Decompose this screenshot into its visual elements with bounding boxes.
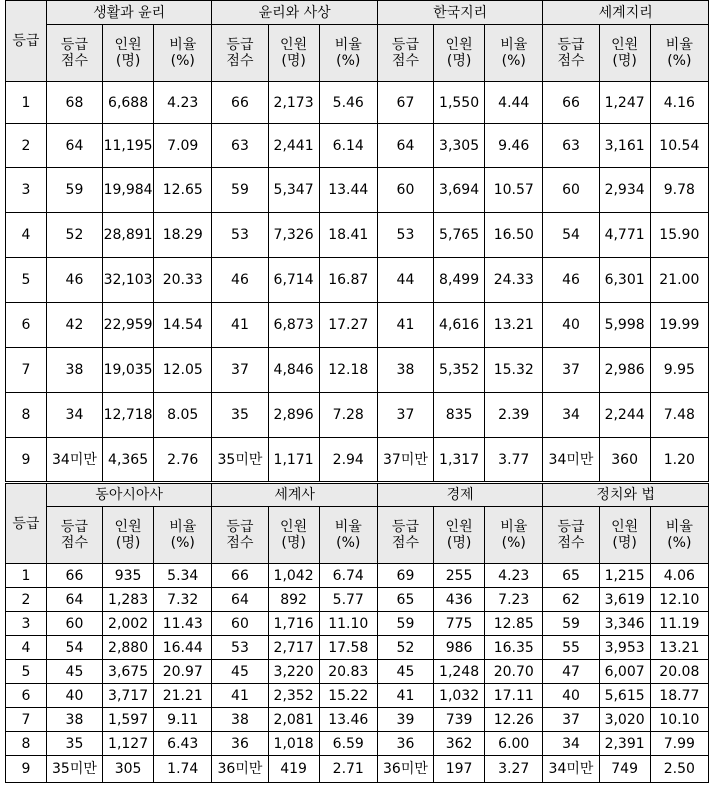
score-cell: 64 (46, 124, 102, 168)
grade-cell: 7 (6, 348, 47, 393)
score-cell: 46 (543, 258, 599, 303)
ratio-cell: 5.34 (154, 564, 212, 588)
score-cell: 60 (543, 168, 599, 213)
score-cell: 36 (377, 732, 433, 756)
grade-cell: 9 (6, 756, 47, 783)
people-cell: 3,675 (103, 660, 154, 684)
ratio-cell: 14.54 (154, 303, 212, 348)
table-row (6, 393, 709, 438)
grade-cell: 3 (6, 612, 47, 636)
ratio-cell: 15.22 (319, 684, 377, 708)
people-cell: 197 (434, 756, 485, 783)
column-label-ratio: 비율 (%) (485, 25, 543, 82)
table-row (6, 732, 709, 756)
ratio-cell: 11.19 (650, 612, 708, 636)
people-cell: 305 (103, 756, 154, 783)
grade-header: 등급 (6, 483, 47, 564)
ratio-cell: 6.00 (485, 732, 543, 756)
subject-header: 경제 (377, 483, 543, 507)
column-label-people: 인원 (명) (103, 25, 154, 82)
ratio-cell: 3.27 (485, 756, 543, 783)
score-cell: 53 (377, 213, 433, 258)
ratio-cell: 7.99 (650, 732, 708, 756)
score-cell: 59 (377, 612, 433, 636)
score-cell: 52 (46, 213, 102, 258)
people-cell: 775 (434, 612, 485, 636)
ratio-cell: 9.78 (650, 168, 708, 213)
grade-cell: 5 (6, 660, 47, 684)
people-cell: 4,365 (103, 438, 154, 483)
table-row (6, 168, 709, 213)
people-cell: 4,846 (268, 348, 319, 393)
column-label-people: 인원 (명) (103, 507, 154, 564)
people-cell: 892 (268, 588, 319, 612)
ratio-cell: 1.74 (154, 756, 212, 783)
people-cell: 5,765 (434, 213, 485, 258)
ratio-cell: 18.77 (650, 684, 708, 708)
column-label-ratio: 비율 (%) (319, 25, 377, 82)
people-cell: 28,891 (103, 213, 154, 258)
grade-cell: 6 (6, 303, 47, 348)
column-label-row (6, 25, 709, 82)
ratio-cell: 2.76 (154, 438, 212, 483)
grade-cell: 1 (6, 82, 47, 124)
ratio-cell: 12.85 (485, 612, 543, 636)
people-cell: 739 (434, 708, 485, 732)
score-cell: 38 (212, 708, 268, 732)
grade-cell: 8 (6, 393, 47, 438)
people-cell: 935 (103, 564, 154, 588)
score-cell: 41 (377, 684, 433, 708)
table-row (6, 303, 709, 348)
people-cell: 5,352 (434, 348, 485, 393)
score-cell: 64 (46, 588, 102, 612)
ratio-cell: 15.32 (485, 348, 543, 393)
ratio-cell: 16.87 (319, 258, 377, 303)
grade-cell: 6 (6, 684, 47, 708)
score-cell: 66 (543, 82, 599, 124)
ratio-cell: 4.06 (650, 564, 708, 588)
column-label-score: 등급 점수 (543, 25, 599, 82)
score-cell: 66 (212, 564, 268, 588)
people-cell: 6,688 (103, 82, 154, 124)
people-cell: 3,953 (599, 636, 650, 660)
ratio-cell: 6.59 (319, 732, 377, 756)
score-cell: 46 (46, 258, 102, 303)
score-cell: 54 (543, 213, 599, 258)
column-label-score: 등급 점수 (46, 25, 102, 82)
ratio-cell: 20.70 (485, 660, 543, 684)
column-label-score: 등급 점수 (212, 25, 268, 82)
grade-cell: 9 (6, 438, 47, 483)
people-cell: 419 (268, 756, 319, 783)
grade-cell: 4 (6, 636, 47, 660)
column-label-ratio: 비율 (%) (650, 25, 708, 82)
ratio-cell: 11.43 (154, 612, 212, 636)
ratio-cell: 17.58 (319, 636, 377, 660)
column-label-people: 인원 (명) (268, 25, 319, 82)
score-cell: 34 (46, 393, 102, 438)
ratio-cell: 16.35 (485, 636, 543, 660)
people-cell: 1,171 (268, 438, 319, 483)
table-row (6, 82, 709, 124)
people-cell: 1,550 (434, 82, 485, 124)
score-cell: 55 (543, 636, 599, 660)
ratio-cell: 7.32 (154, 588, 212, 612)
score-cell: 37미만 (377, 438, 433, 483)
score-cell: 47 (543, 660, 599, 684)
people-cell: 835 (434, 393, 485, 438)
ratio-cell: 4.16 (650, 82, 708, 124)
ratio-cell: 20.08 (650, 660, 708, 684)
people-cell: 2,352 (268, 684, 319, 708)
ratio-cell: 6.74 (319, 564, 377, 588)
grade-header: 등급 (6, 1, 47, 82)
ratio-cell: 10.10 (650, 708, 708, 732)
people-cell: 3,220 (268, 660, 319, 684)
table-row (6, 124, 709, 168)
people-cell: 3,161 (599, 124, 650, 168)
score-cell: 40 (543, 303, 599, 348)
people-cell: 5,998 (599, 303, 650, 348)
people-cell: 5,347 (268, 168, 319, 213)
score-cell: 34미만 (543, 756, 599, 783)
people-cell: 2,717 (268, 636, 319, 660)
ratio-cell: 18.29 (154, 213, 212, 258)
people-cell: 1,317 (434, 438, 485, 483)
ratio-cell: 12.10 (650, 588, 708, 612)
ratio-cell: 15.90 (650, 213, 708, 258)
grade-cell: 3 (6, 168, 47, 213)
people-cell: 3,346 (599, 612, 650, 636)
people-cell: 1,042 (268, 564, 319, 588)
score-cell: 65 (543, 564, 599, 588)
people-cell: 4,771 (599, 213, 650, 258)
grade-distribution-table (5, 0, 709, 783)
score-cell: 34 (543, 732, 599, 756)
ratio-cell: 13.21 (650, 636, 708, 660)
subject-header-row (6, 1, 709, 25)
ratio-cell: 20.33 (154, 258, 212, 303)
column-label-score: 등급 점수 (377, 25, 433, 82)
score-cell: 52 (377, 636, 433, 660)
score-cell: 37 (543, 708, 599, 732)
score-cell: 40 (543, 684, 599, 708)
people-cell: 1,716 (268, 612, 319, 636)
score-cell: 54 (46, 636, 102, 660)
score-cell: 66 (212, 82, 268, 124)
subject-header: 생활과 윤리 (46, 1, 212, 25)
ratio-cell: 9.11 (154, 708, 212, 732)
ratio-cell: 10.54 (650, 124, 708, 168)
people-cell: 6,301 (599, 258, 650, 303)
ratio-cell: 12.26 (485, 708, 543, 732)
score-cell: 34미만 (46, 438, 102, 483)
people-cell: 1,247 (599, 82, 650, 124)
column-label-people: 인원 (명) (434, 507, 485, 564)
score-cell: 36미만 (212, 756, 268, 783)
column-label-people: 인원 (명) (599, 25, 650, 82)
grade-cell: 4 (6, 213, 47, 258)
ratio-cell: 2.94 (319, 438, 377, 483)
table-row (6, 564, 709, 588)
ratio-cell: 12.18 (319, 348, 377, 393)
ratio-cell: 21.00 (650, 258, 708, 303)
people-cell: 3,619 (599, 588, 650, 612)
column-label-score: 등급 점수 (377, 507, 433, 564)
ratio-cell: 18.41 (319, 213, 377, 258)
people-cell: 19,984 (103, 168, 154, 213)
score-cell: 68 (46, 82, 102, 124)
table-row (6, 213, 709, 258)
people-cell: 3,020 (599, 708, 650, 732)
people-cell: 2,880 (103, 636, 154, 660)
column-label-people: 인원 (명) (434, 25, 485, 82)
people-cell: 2,081 (268, 708, 319, 732)
subject-header: 정치와 법 (543, 483, 709, 507)
subject-header: 세계지리 (543, 1, 709, 25)
people-cell: 1,215 (599, 564, 650, 588)
grade-cell: 2 (6, 588, 47, 612)
subject-header: 한국지리 (377, 1, 543, 25)
ratio-cell: 5.46 (319, 82, 377, 124)
score-cell: 62 (543, 588, 599, 612)
ratio-cell: 9.46 (485, 124, 543, 168)
people-cell: 362 (434, 732, 485, 756)
table-row (6, 636, 709, 660)
ratio-cell: 6.14 (319, 124, 377, 168)
score-cell: 41 (377, 303, 433, 348)
column-label-people: 인원 (명) (599, 507, 650, 564)
score-cell: 41 (212, 303, 268, 348)
ratio-cell: 4.23 (154, 82, 212, 124)
score-cell: 35 (212, 393, 268, 438)
score-cell: 60 (46, 612, 102, 636)
ratio-cell: 2.71 (319, 756, 377, 783)
score-cell: 37 (377, 393, 433, 438)
score-cell: 35미만 (46, 756, 102, 783)
ratio-cell: 13.21 (485, 303, 543, 348)
score-cell: 66 (46, 564, 102, 588)
table-row (6, 348, 709, 393)
people-cell: 436 (434, 588, 485, 612)
column-label-ratio: 비율 (%) (154, 507, 212, 564)
score-cell: 45 (46, 660, 102, 684)
score-cell: 45 (212, 660, 268, 684)
grade-cell: 5 (6, 258, 47, 303)
people-cell: 1,032 (434, 684, 485, 708)
people-cell: 6,007 (599, 660, 650, 684)
score-cell: 38 (46, 708, 102, 732)
score-cell: 63 (543, 124, 599, 168)
ratio-cell: 2.39 (485, 393, 543, 438)
ratio-cell: 12.65 (154, 168, 212, 213)
score-cell: 65 (377, 588, 433, 612)
score-cell: 34 (543, 393, 599, 438)
column-label-ratio: 비율 (%) (485, 507, 543, 564)
ratio-cell: 21.21 (154, 684, 212, 708)
people-cell: 1,018 (268, 732, 319, 756)
column-label-ratio: 비율 (%) (154, 25, 212, 82)
score-cell: 39 (377, 708, 433, 732)
people-cell: 986 (434, 636, 485, 660)
score-cell: 38 (377, 348, 433, 393)
people-cell: 8,499 (434, 258, 485, 303)
score-cell: 36 (212, 732, 268, 756)
people-cell: 1,248 (434, 660, 485, 684)
ratio-cell: 9.95 (650, 348, 708, 393)
table-row (6, 684, 709, 708)
table-row (6, 258, 709, 303)
score-cell: 69 (377, 564, 433, 588)
ratio-cell: 4.44 (485, 82, 543, 124)
people-cell: 2,391 (599, 732, 650, 756)
subject-header: 윤리와 사상 (212, 1, 378, 25)
ratio-cell: 5.77 (319, 588, 377, 612)
score-cell: 59 (46, 168, 102, 213)
table-row (6, 612, 709, 636)
people-cell: 3,717 (103, 684, 154, 708)
ratio-cell: 7.09 (154, 124, 212, 168)
people-cell: 360 (599, 438, 650, 483)
people-cell: 2,002 (103, 612, 154, 636)
ratio-cell: 7.48 (650, 393, 708, 438)
people-cell: 2,441 (268, 124, 319, 168)
people-cell: 5,615 (599, 684, 650, 708)
ratio-cell: 11.10 (319, 612, 377, 636)
ratio-cell: 4.23 (485, 564, 543, 588)
table-row (6, 660, 709, 684)
score-cell: 67 (377, 82, 433, 124)
people-cell: 2,934 (599, 168, 650, 213)
score-cell: 38 (46, 348, 102, 393)
score-cell: 59 (212, 168, 268, 213)
column-label-score: 등급 점수 (212, 507, 268, 564)
score-cell: 63 (212, 124, 268, 168)
score-cell: 35미만 (212, 438, 268, 483)
ratio-cell: 1.20 (650, 438, 708, 483)
people-cell: 6,714 (268, 258, 319, 303)
grade-cell: 1 (6, 564, 47, 588)
people-cell: 2,896 (268, 393, 319, 438)
people-cell: 749 (599, 756, 650, 783)
people-cell: 1,127 (103, 732, 154, 756)
table-row (6, 588, 709, 612)
people-cell: 2,986 (599, 348, 650, 393)
people-cell: 22,959 (103, 303, 154, 348)
ratio-cell: 19.99 (650, 303, 708, 348)
people-cell: 3,305 (434, 124, 485, 168)
people-cell: 11,195 (103, 124, 154, 168)
score-cell: 44 (377, 258, 433, 303)
ratio-cell: 16.50 (485, 213, 543, 258)
column-label-score: 등급 점수 (46, 507, 102, 564)
ratio-cell: 24.33 (485, 258, 543, 303)
column-label-score: 등급 점수 (543, 507, 599, 564)
ratio-cell: 20.97 (154, 660, 212, 684)
score-cell: 59 (543, 612, 599, 636)
people-cell: 1,283 (103, 588, 154, 612)
score-cell: 46 (212, 258, 268, 303)
score-cell: 41 (212, 684, 268, 708)
ratio-cell: 12.05 (154, 348, 212, 393)
ratio-cell: 2.50 (650, 756, 708, 783)
ratio-cell: 13.44 (319, 168, 377, 213)
ratio-cell: 13.46 (319, 708, 377, 732)
score-cell: 42 (46, 303, 102, 348)
score-cell: 35 (46, 732, 102, 756)
people-cell: 2,244 (599, 393, 650, 438)
column-label-ratio: 비율 (%) (650, 507, 708, 564)
subject-header: 세계사 (212, 483, 378, 507)
people-cell: 12,718 (103, 393, 154, 438)
ratio-cell: 16.44 (154, 636, 212, 660)
ratio-cell: 20.83 (319, 660, 377, 684)
ratio-cell: 7.28 (319, 393, 377, 438)
score-cell: 60 (212, 612, 268, 636)
column-label-people: 인원 (명) (268, 507, 319, 564)
column-label-ratio: 비율 (%) (319, 507, 377, 564)
score-cell: 40 (46, 684, 102, 708)
ratio-cell: 17.11 (485, 684, 543, 708)
people-cell: 1,597 (103, 708, 154, 732)
grade-cell: 8 (6, 732, 47, 756)
score-cell: 36미만 (377, 756, 433, 783)
grade-cell: 7 (6, 708, 47, 732)
score-cell: 53 (212, 636, 268, 660)
table-row (6, 756, 709, 783)
score-cell: 34미만 (543, 438, 599, 483)
subject-header-row (6, 483, 709, 507)
people-cell: 4,616 (434, 303, 485, 348)
people-cell: 6,873 (268, 303, 319, 348)
score-cell: 37 (543, 348, 599, 393)
ratio-cell: 7.23 (485, 588, 543, 612)
people-cell: 19,035 (103, 348, 154, 393)
column-label-row (6, 507, 709, 564)
table-row (6, 438, 709, 483)
subject-header: 동아시아사 (46, 483, 212, 507)
score-cell: 37 (212, 348, 268, 393)
people-cell: 32,103 (103, 258, 154, 303)
ratio-cell: 17.27 (319, 303, 377, 348)
score-cell: 64 (212, 588, 268, 612)
ratio-cell: 10.57 (485, 168, 543, 213)
ratio-cell: 8.05 (154, 393, 212, 438)
score-cell: 53 (212, 213, 268, 258)
table-row (6, 708, 709, 732)
people-cell: 255 (434, 564, 485, 588)
score-cell: 60 (377, 168, 433, 213)
ratio-cell: 6.43 (154, 732, 212, 756)
score-cell: 45 (377, 660, 433, 684)
people-cell: 3,694 (434, 168, 485, 213)
ratio-cell: 3.77 (485, 438, 543, 483)
people-cell: 7,326 (268, 213, 319, 258)
score-cell: 64 (377, 124, 433, 168)
grade-cell: 2 (6, 124, 47, 168)
people-cell: 2,173 (268, 82, 319, 124)
